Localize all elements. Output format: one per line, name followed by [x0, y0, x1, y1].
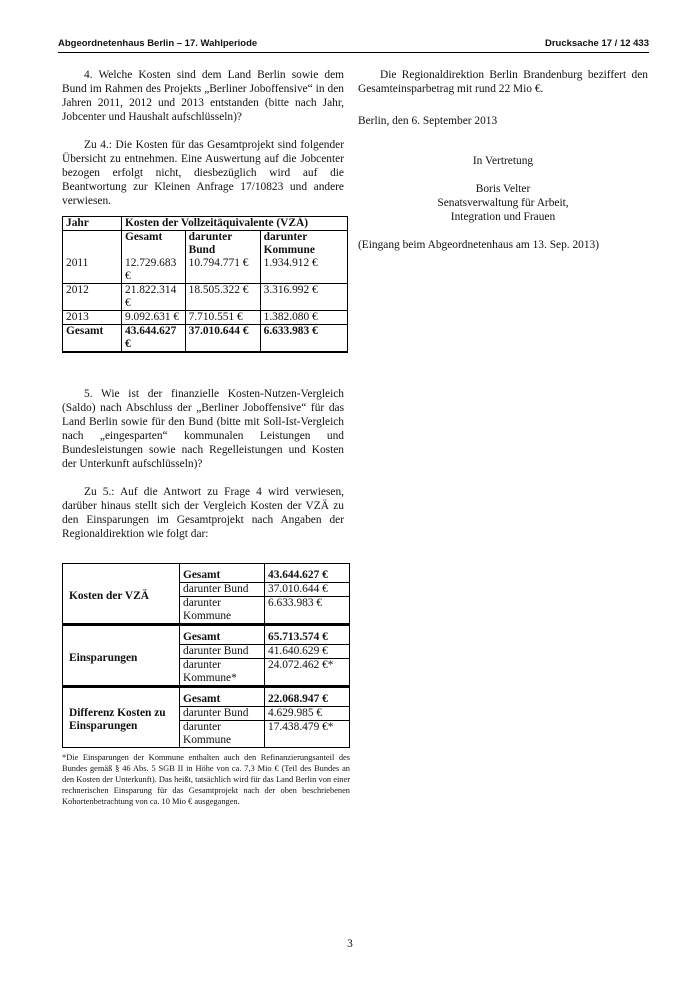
gesamt-label: Gesamt [180, 687, 265, 707]
row-year: 2011 [63, 257, 122, 284]
receipt-note: (Eingang beim Abgeordnetenhaus am 13. Sep. 2013) [358, 239, 600, 251]
kommune-value: 17.438.479 €* [265, 721, 350, 748]
gesamt-value: 65.713.574 € [265, 625, 350, 645]
comparison-table [62, 563, 350, 748]
question-5: 5. Wie ist der finanzielle Kosten-Nutzen-Vergleich (Saldo) nach Abschluss der „Berliner Joboffensive“ für das Land Berlin sowie für den Bund (bitte mit Soll-Ist-Vergleich nach „eingesparten“ kommunalen Leistungen und Bundesleistungen sowie nach Regelleistungen und Kosten der Unterkunft aufschlüsseln)? [62, 388, 344, 470]
sum-label: Gesamt [63, 325, 122, 353]
table-sum-row [63, 325, 348, 353]
gesamt-value: 43.644.627 € [265, 564, 350, 583]
sum-total: 43.644.627 € [122, 325, 186, 353]
page-number: 3 [347, 938, 353, 950]
header-left: Abgeordnetenhaus Berlin – 17. Wahlperiode [58, 38, 258, 49]
row-kommune: 1.934.912 € [260, 257, 347, 284]
bund-value: 4.629.985 € [265, 707, 350, 721]
left-column [62, 68, 350, 807]
kommune-value: 24.072.462 €* [265, 659, 350, 687]
bund-label: darunter Bund [180, 707, 265, 721]
kommune-value: 6.633.983 € [265, 597, 350, 625]
row-total: 12.729.683 € [122, 257, 186, 284]
gesamt-label: Gesamt [180, 625, 265, 645]
gesamt-value: 22.068.947 € [265, 687, 350, 707]
table-row [63, 311, 348, 325]
kommune-label: darunter Kommune [180, 597, 265, 625]
group-label: Einsparungen [63, 625, 180, 687]
gesamt-label: Gesamt [180, 564, 265, 583]
costs-table [62, 216, 348, 353]
office-line-1: Senatsverwaltung für Arbeit, [437, 197, 569, 209]
row-total: 9.092.631 € [122, 311, 186, 325]
empty-cell [63, 231, 122, 258]
col-costs: Kosten der Vollzeitäquivalente (VZÄ) [122, 217, 348, 231]
group-label: Differenz Kosten zu Einsparungen [63, 687, 180, 748]
bund-value: 37.010.644 € [265, 583, 350, 597]
bund-label: darunter Bund [180, 645, 265, 659]
place-date: Berlin, den 6. September 2013 [358, 115, 498, 127]
sub-bund: darunter Bund [185, 231, 260, 258]
sum-bund: 37.010.644 € [185, 325, 260, 353]
question-4: 4. Welche Kosten sind dem Land Berlin sowie dem Bund im Rahmen des Projekts „Berliner Joboffensive“ in den Jahren 2011, 2012 und 2013 entstanden (bitte nach Jahr, Jobcenter und Haushalt aufschlüsseln)? [62, 69, 344, 123]
row-kommune: 1.382.080 € [260, 311, 347, 325]
row-bund: 18.505.322 € [185, 284, 260, 311]
summary-paragraph: Die Regionaldirektion Berlin Brandenburg beziffert den Gesamteinsparbetrag mit rund 22 Mio €. [358, 69, 648, 95]
in-vertretung: In Vertretung [472, 155, 534, 167]
page-header [58, 38, 649, 53]
row-year: 2012 [63, 284, 122, 311]
answer-5: Zu 5.: Auf die Antwort zu Frage 4 wird verwiesen, darüber hinaus stellt sich der Vergleich Kosten der VZÄ zu den Einsparungen im Gesamtprojekt nach Angaben der Regionaldirektion wie folgt dar: [62, 486, 344, 540]
bund-value: 41.640.629 € [265, 645, 350, 659]
bund-label: darunter Bund [180, 583, 265, 597]
answer-4: Zu 4.: Die Kosten für das Gesamtprojekt sind folgender Übersicht zu entnehmen. Eine Auswertung auf die Jobcenter bezogen erfolgt nicht, diesbezüglich wird auf die Beantwortung zur Kleinen Anfrage 17/10823 und andere verwiesen. [62, 139, 344, 207]
sub-total: Gesamt [122, 231, 186, 258]
group-label: Kosten der VZÄ [63, 564, 180, 625]
footnote: *Die Einsparungen der Kommune enthalten auch den Refinanzierungsanteil des Bundes gemäß § 46 Abs. 5 SGB II in Höhe von ca. 7,3 Mio € (Teil des Bundes an den Kosten der Unterkunft). Das heißt, tatsächlich wird für das Land Berlin von einer rechnerischen Einsparung für das Gesamtprojekt nach der oben beschriebenen Kohortenbetrachtung von ca. 10 Mio € ausgegangen. [62, 753, 350, 806]
kommune-label: darunter Kommune [180, 721, 265, 748]
row-kommune: 3.316.992 € [260, 284, 347, 311]
sum-kommune: 6.633.983 € [260, 325, 347, 353]
col-year: Jahr [63, 217, 122, 231]
right-column [358, 68, 648, 252]
office-line-2: Integration und Frauen [450, 211, 556, 223]
row-total: 21.822.314 € [122, 284, 186, 311]
row-year: 2013 [63, 311, 122, 325]
kommune-label: darunter Kommune* [180, 659, 265, 687]
header-right: Drucksache 17 / 12 433 [544, 38, 649, 49]
table-row [63, 284, 348, 311]
row-bund: 7.710.551 € [185, 311, 260, 325]
sub-kommune: darunter Kommune [260, 231, 347, 258]
row-bund: 10.794.771 € [185, 257, 260, 284]
signatory-name: Boris Velter [475, 183, 531, 195]
table-row [63, 257, 348, 284]
